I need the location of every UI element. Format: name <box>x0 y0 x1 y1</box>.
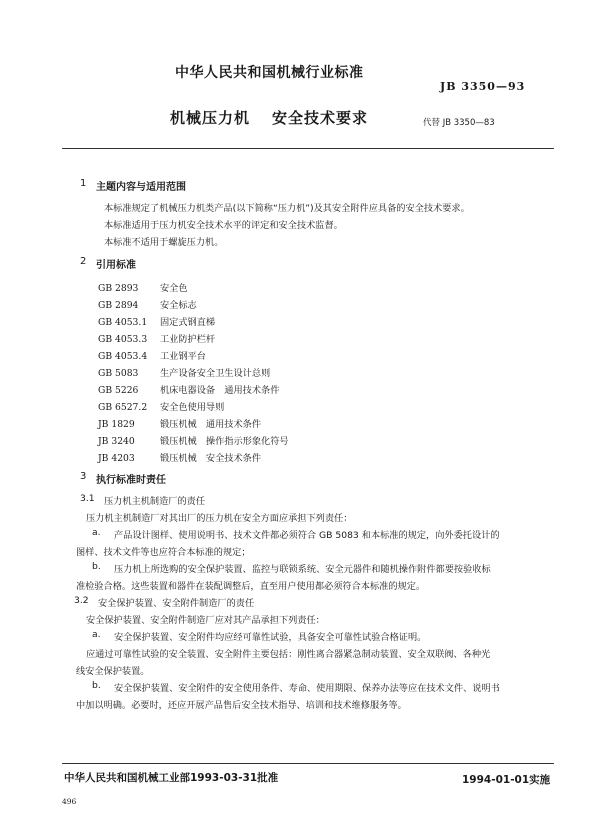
reference-item <box>98 382 279 396</box>
standard-code: JB 3350—93 <box>440 80 526 93</box>
reference-item <box>98 399 224 413</box>
item-b-label: b. <box>92 680 101 691</box>
reference-item <box>98 314 215 328</box>
approval-info: 中华人民共和国机械工业部1993-03-31批准 <box>64 772 279 784</box>
section-1-paragraph-1: 本标准规定了机械压力机类产品(以下简称“压力机”)及其安全附件应具备的安全技术要求。 <box>104 203 470 214</box>
reference-code: GB 4053.1 <box>98 317 148 328</box>
reference-code: JB 4203 <box>98 453 135 464</box>
subsection-3-2-number: 3.2 <box>74 595 89 606</box>
section-1-paragraph-2: 本标准适用于压力机安全技术水平的评定和安全技术监督。 <box>104 220 343 231</box>
reference-name: 锻压机械 通用技术条件 <box>160 419 262 430</box>
item-a-label: a. <box>92 629 101 640</box>
header-divider <box>62 148 554 149</box>
reference-name: 生产设备安全卫生设计总则 <box>160 368 271 379</box>
page-number: 496 <box>62 797 77 806</box>
reference-code: JB 1829 <box>98 419 135 430</box>
reference-item <box>98 433 289 447</box>
footer-divider <box>62 763 554 764</box>
standard-type-title: 中华人民共和国机械行业标准 <box>175 65 364 81</box>
reference-item <box>98 297 197 311</box>
reference-code: GB 2894 <box>98 300 139 311</box>
item-b-text: 压力机上所选购的安全保护装置、监控与联锁系统、安全元器件和随机操作附件都要按验收标 <box>114 564 491 575</box>
replaces-standard: 代替 JB 3350—83 <box>423 118 495 128</box>
reference-item <box>98 450 261 464</box>
document-title-part1: 机械压力机 <box>170 109 251 127</box>
section-3-heading: 执行标准时责任 <box>96 475 166 486</box>
item-b-text: 安全保护装置、安全附件的安全使用条件、寿命、使用期限、保养办法等应在技术文件、说明书 <box>114 683 500 694</box>
document-title-part2: 安全技术要求 <box>272 109 369 127</box>
reference-item <box>98 365 270 379</box>
reference-name: 安全标志 <box>160 300 197 311</box>
reference-item <box>98 331 215 345</box>
reference-name: 工业钢平台 <box>160 351 206 362</box>
reference-name: 安全色 <box>160 283 188 294</box>
reference-code: GB 4053.3 <box>98 334 148 345</box>
reference-code: GB 5226 <box>98 385 139 396</box>
reference-name: 机床电器设备 通用技术条件 <box>160 385 280 396</box>
document-title <box>170 107 368 128</box>
reference-item <box>98 348 206 362</box>
subsection-3-1-heading: 压力机主机制造厂的责任 <box>104 496 206 507</box>
reference-name: 固定式钢直梯 <box>160 317 216 328</box>
subsection-3-1-number: 3.1 <box>80 493 95 504</box>
item-a-text: 安全保护装置、安全附件均应经可靠性试验，具备安全可靠性试验合格证明。 <box>114 632 427 643</box>
reference-item <box>98 280 188 294</box>
item-b-text-continued: 中加以明确。必要时，还应开展产品售后安全技术指导、培训和技术维修服务等。 <box>76 700 407 711</box>
reference-name: 锻压机械 安全技术条件 <box>160 453 262 464</box>
item-a-label: a. <box>92 527 101 538</box>
section-1-number: 1 <box>80 178 87 189</box>
subsection-3-2-heading: 安全保护装置、安全附件制造厂的责任 <box>98 598 255 609</box>
item-a-text: 产品设计图样、使用说明书、技术文件都必须符合 GB 5083 和本标准的规定，向外委托设计的 <box>114 530 500 541</box>
subsection-3-2-intro: 安全保护装置、安全附件制造厂应对其产品承担下列责任： <box>86 615 325 626</box>
section-2-heading: 引用标准 <box>96 260 136 271</box>
reference-code: GB 2893 <box>98 283 139 294</box>
reference-item <box>98 416 261 430</box>
item-b-text-continued: 准检验合格。这些装置和器件在装配调整后，直至用户使用都必须符合本标准的规定。 <box>76 581 426 592</box>
reference-name: 工业防护栏杆 <box>160 334 216 345</box>
subsection-3-1-intro: 压力机主机制造厂对其出厂的压力机在安全方面应承担下列责任： <box>86 513 353 524</box>
reference-name: 安全色使用导则 <box>160 402 225 413</box>
section-3-number: 3 <box>80 471 87 482</box>
reference-code: JB 3240 <box>98 436 135 447</box>
item-b-label: b. <box>92 561 101 572</box>
section-2-number: 2 <box>80 256 87 267</box>
effective-date: 1994-01-01实施 <box>462 774 551 786</box>
section-1-paragraph-3: 本标准不适用于螺旋压力机。 <box>104 237 224 248</box>
item-a-note: 应通过可靠性试验的安全装置、安全附件主要包括：刚性离合器紧急制动装置、安全双联阀、各种光 <box>86 649 491 660</box>
reference-code: GB 4053.4 <box>98 351 148 362</box>
item-a-note-continued: 线安全保护装置。 <box>76 666 150 677</box>
section-1-heading: 主题内容与适用范围 <box>96 182 186 193</box>
reference-code: GB 6527.2 <box>98 402 148 413</box>
item-a-text-continued: 图样、技术文件等也应符合本标准的规定； <box>76 547 251 558</box>
reference-code: GB 5083 <box>98 368 139 379</box>
reference-name: 锻压机械 操作指示形象化符号 <box>160 436 289 447</box>
